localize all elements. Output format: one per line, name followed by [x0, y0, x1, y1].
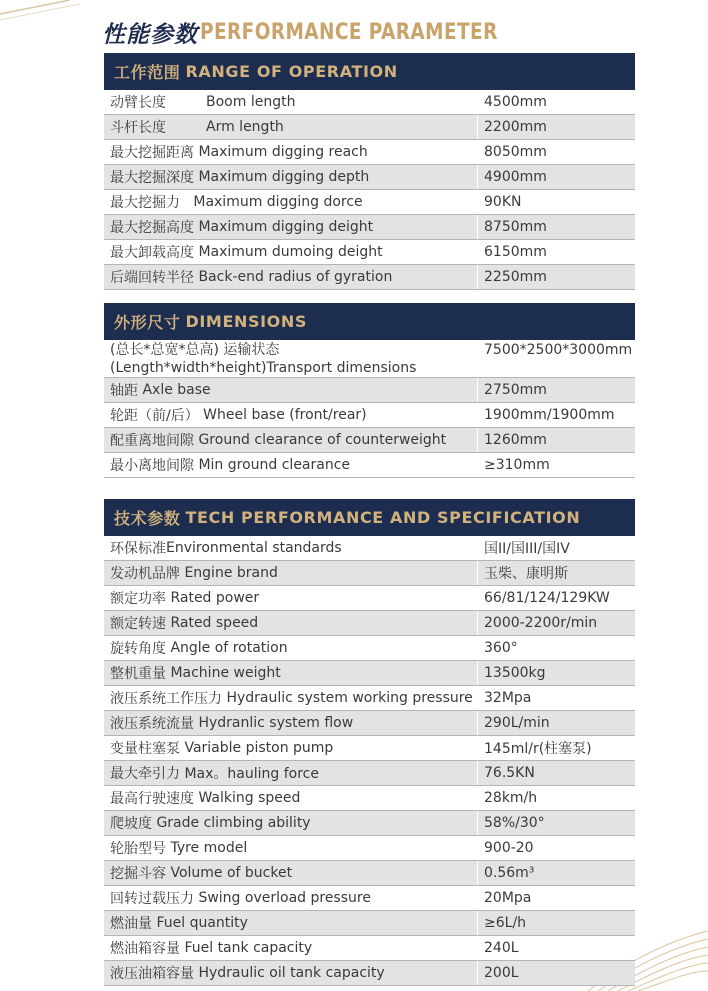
param-name-cn: 最大挖掘力	[110, 195, 180, 211]
table-row	[104, 736, 635, 761]
param-name-cn: 液压油箱容量	[110, 966, 194, 982]
param-value: 0.56m³	[484, 865, 535, 881]
table-row	[104, 240, 635, 265]
param-name-en: Arm length	[206, 119, 284, 135]
table-row	[104, 428, 635, 453]
param-name-en: Back-end radius of gyration	[198, 269, 393, 285]
section-tech-performance	[104, 499, 635, 986]
table-row	[104, 215, 635, 240]
param-name-cn: 燃油量	[110, 916, 152, 932]
section-header	[104, 499, 635, 536]
param-value: 7500*2500*3000mm	[484, 342, 633, 358]
param-value: 58%/30°	[484, 815, 545, 831]
param-name-en: Engine brand	[184, 565, 278, 581]
param-value: 8750mm	[484, 219, 547, 235]
param-name-cn: 额定功率	[110, 591, 166, 607]
param-name-cn: 轮胎型号	[110, 841, 166, 857]
param-value: 2000-2200r/min	[484, 615, 598, 631]
param-name-cn: 最高行驶速度	[110, 791, 194, 807]
table-row	[104, 711, 635, 736]
param-value: 8050mm	[484, 144, 547, 160]
param-value: 1260mm	[484, 432, 547, 448]
param-value: 20Mpa	[484, 890, 532, 906]
table-row	[104, 636, 635, 661]
param-value: ≥6L/h	[484, 915, 527, 931]
param-name-en: Maximum digging reach	[198, 144, 368, 160]
param-value: 90KN	[484, 194, 522, 210]
section-heading-cn: 技术参数	[114, 509, 181, 528]
param-name-cn: 斗杆长度	[110, 120, 166, 136]
param-name-en: Axle base	[142, 382, 211, 398]
page-title	[102, 14, 554, 50]
param-value: 玉柴、康明斯	[484, 566, 568, 582]
table-row	[104, 886, 635, 911]
param-value: 240L	[484, 940, 519, 956]
param-value: 28km/h	[484, 790, 538, 806]
table-row	[104, 190, 635, 215]
param-name-cn: 动臂长度	[110, 95, 166, 111]
table-row	[104, 165, 635, 190]
param-name-cn: 液压系统工作压力	[110, 691, 222, 707]
table-row	[104, 378, 635, 403]
param-name-cn: 后端回转半径	[110, 270, 194, 286]
section-heading-en: TECH PERFORMANCE AND SPECIFICATION	[185, 508, 581, 527]
param-name-cn: 液压系统流量	[110, 716, 194, 732]
table-row	[104, 811, 635, 836]
section-header	[104, 303, 635, 340]
param-value: 900-20	[484, 840, 534, 856]
param-value: 145ml/r(柱塞泵)	[484, 741, 592, 757]
table-row	[104, 265, 635, 290]
table-row	[104, 115, 635, 140]
param-name-en: Hydranlic system flow	[198, 715, 354, 731]
param-name-cn: 最大卸载高度	[110, 245, 194, 261]
table-row	[104, 936, 635, 961]
param-value: 4500mm	[484, 94, 547, 110]
param-name-en: Volume of bucket	[170, 865, 293, 881]
param-value: 4900mm	[484, 169, 547, 185]
param-name-cn: 燃油箱容量	[110, 941, 180, 957]
table-row	[104, 586, 635, 611]
param-name-en: Wheel base (front/rear)	[203, 407, 367, 423]
section-range-of-operation	[104, 53, 635, 290]
param-value: 200L	[484, 965, 519, 981]
param-name-en: Hydraulic system working pressure	[226, 690, 473, 706]
param-name-en: Fuel quantity	[156, 915, 248, 931]
section-heading-cn: 外形尺寸	[114, 313, 181, 332]
param-name-en: Swing overload pressure	[198, 890, 371, 906]
table-row	[104, 561, 635, 586]
param-name-en: Max。hauling force	[184, 766, 319, 782]
param-value: 290L/min	[484, 715, 550, 731]
param-name-en: Rated speed	[170, 615, 259, 631]
param-name-en: Environmental standards	[166, 540, 342, 556]
param-name-cn: 整机重量	[110, 666, 166, 682]
table-row	[104, 786, 635, 811]
section-heading-cn: 工作范围	[114, 63, 181, 82]
param-name-cn: 挖掘斗容	[110, 866, 166, 882]
param-value: 32Mpa	[484, 690, 532, 706]
param-value: 1900mm/1900mm	[484, 407, 615, 423]
param-name-cn: 最小离地间隙	[110, 458, 194, 474]
table-row	[104, 836, 635, 861]
section-header	[104, 53, 635, 90]
table-row	[104, 140, 635, 165]
page-title-cn: 性能参数	[102, 21, 198, 48]
page-title-en: PERFORMANCE PARAMETER	[200, 19, 498, 45]
table-row	[104, 961, 635, 986]
table-row	[104, 611, 635, 636]
param-name-en: Walking speed	[198, 790, 301, 806]
param-name-en: Boom length	[206, 94, 296, 110]
table-row	[104, 661, 635, 686]
param-value: 360°	[484, 640, 518, 656]
param-name-cn: 回转过载压力	[110, 891, 194, 907]
section-dimensions	[104, 303, 635, 478]
param-name-en: Angle of rotation	[170, 640, 288, 656]
param-name-cn: 轮距（前/后）	[110, 408, 199, 424]
table-row	[104, 90, 635, 115]
param-value: ≥310mm	[484, 457, 550, 473]
table-row	[104, 340, 635, 378]
param-name-cn: 最大挖掘高度	[110, 220, 194, 236]
param-name-cn: 最大牵引力	[110, 766, 180, 782]
table-row	[104, 761, 635, 786]
table-row	[104, 453, 635, 478]
param-name-en: Rated power	[170, 590, 260, 606]
param-name-en: Hydraulic oil tank capacity	[198, 965, 385, 981]
table-row	[104, 403, 635, 428]
table-row	[104, 686, 635, 711]
param-name-en: Fuel tank capacity	[184, 940, 313, 956]
param-name-cn: 发动机品牌	[110, 566, 180, 582]
param-name-cn: 最大挖掘深度	[110, 170, 194, 186]
param-name-en: Min ground clearance	[198, 457, 351, 473]
param-value: 6150mm	[484, 244, 547, 260]
param-value: 66/81/124/129KW	[484, 590, 610, 606]
table-row	[104, 861, 635, 886]
param-value: 2250mm	[484, 269, 547, 285]
param-name-cn: 额定转速	[110, 616, 166, 632]
param-name-en: Maximum digging depth	[198, 169, 370, 185]
param-name-cn: 环保标准	[110, 541, 166, 557]
param-name-en: Tyre model	[170, 840, 248, 856]
gold-stripe-decoration	[0, 0, 90, 22]
param-name-line1: (总长*总宽*总高) 运输状态	[110, 341, 280, 358]
param-name-cn: 旋转角度	[110, 641, 166, 657]
param-value: 国II/国III/国IV	[484, 541, 570, 557]
section-heading-en: RANGE OF OPERATION	[185, 62, 398, 81]
param-name-en: Variable piston pump	[184, 740, 334, 756]
param-name-cn: 最大挖掘距离	[110, 145, 194, 161]
param-name-en: Maximum digging dorce	[193, 194, 363, 210]
param-name-en: Maximum dumoing deight	[198, 244, 383, 260]
param-name-cn: 轴距	[110, 383, 138, 399]
table-row	[104, 911, 635, 936]
param-name-cn: 变量柱塞泵	[110, 741, 180, 757]
param-name-en: Maximum digging deight	[198, 219, 374, 235]
param-value: 13500kg	[484, 665, 546, 681]
param-value: 2200mm	[484, 119, 547, 135]
param-name-line2: (Length*width*height)Transport dimensions	[110, 359, 417, 376]
table-row	[104, 536, 635, 561]
param-name-cn: 爬坡度	[110, 816, 152, 832]
param-value: 2750mm	[484, 382, 547, 398]
param-name-en: Ground clearance of counterweight	[198, 432, 447, 448]
section-heading-en: DIMENSIONS	[185, 312, 307, 331]
param-name-cn: 配重离地间隙	[110, 433, 194, 449]
param-name-en: Machine weight	[170, 665, 281, 681]
param-name-en: Grade climbing ability	[156, 815, 311, 831]
param-value: 76.5KN	[484, 765, 535, 781]
